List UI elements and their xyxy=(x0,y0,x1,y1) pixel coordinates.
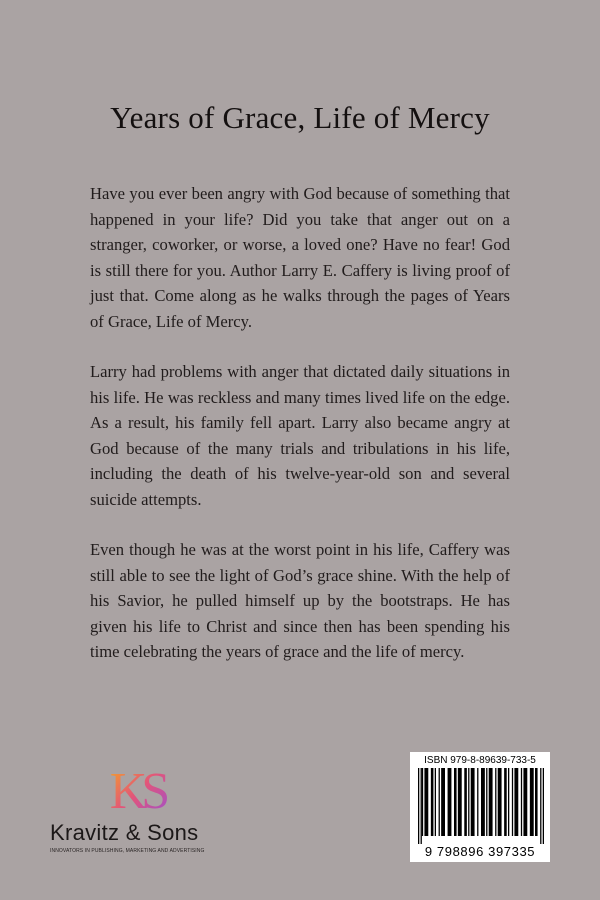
barcode-bar xyxy=(468,768,469,836)
barcode-bar xyxy=(535,768,538,836)
barcode-bar xyxy=(418,768,419,844)
blurb-paragraph: Have you ever been angry with God because of something that happened in your life? Did you take that anger out on a stranger, coworker, or worse, a loved one? Have no fear! God is still there for you. Author Larry E. Caffery is living proof of just that. Come along as he walks through the pages of Years of Grace, Life of Mercy. xyxy=(90,184,510,331)
svg-text:KS: KS xyxy=(109,763,165,820)
barcode-bar xyxy=(530,768,534,836)
barcode-bar xyxy=(481,768,485,836)
ks-logo-icon xyxy=(102,760,172,820)
isbn-label: ISBN 979-8-89639-733-5 xyxy=(424,755,536,766)
barcode-bar xyxy=(504,768,507,836)
book-title: Years of Grace, Life of Mercy xyxy=(110,100,490,135)
barcode-bar xyxy=(508,768,509,836)
blurb-paragraph: Larry had problems with anger that dictated daily situations in his life. He was reckless and many times lived life on the edge. As a result, his family fell apart. Larry also became angry at God because of the many trials and tribulations in his life, including the death of his twelve-year-old son and several suicide attempts. xyxy=(90,362,510,509)
book-blurb xyxy=(90,181,510,690)
publisher-tagline: INNOVATORS IN PUBLISHING, MARKETING AND ADVERTISING xyxy=(50,848,205,854)
publisher-logo xyxy=(50,760,250,860)
barcode-bar xyxy=(471,768,475,836)
barcode-bar xyxy=(458,768,462,836)
barcode-bar xyxy=(439,768,440,836)
barcode-bar xyxy=(523,768,527,836)
barcode-bar xyxy=(431,768,434,836)
barcode-digits: 9 798896 397335 xyxy=(424,844,536,859)
barcode-bar xyxy=(512,768,513,836)
publisher-name: Kravitz & Sons xyxy=(50,820,199,845)
barcode-bar xyxy=(422,768,423,836)
barcode-bar xyxy=(421,768,422,844)
barcode-bar xyxy=(424,768,428,836)
barcode-bar xyxy=(486,768,487,836)
barcode-bar xyxy=(543,768,544,844)
barcode-bar xyxy=(495,768,496,836)
barcode-bar xyxy=(514,768,518,836)
isbn-barcode xyxy=(410,752,550,862)
barcode-bar xyxy=(521,768,522,836)
barcode-bar xyxy=(464,768,467,836)
barcode-bar xyxy=(498,768,502,836)
barcode-bar xyxy=(435,768,436,836)
blurb-paragraph: Even though he was at the worst point in his life, Caffery was still able to see the light of God’s grace shine. With the help of his Savior, he pulled himself up by the bootstraps. He has given his life to Christ and since then has been spending his time celebrating the years of grace and the life of mercy. xyxy=(90,540,510,661)
barcode-bar xyxy=(489,768,493,836)
barcode-bars xyxy=(418,768,544,844)
barcode-bar xyxy=(448,768,452,836)
barcode-bar xyxy=(540,768,541,844)
barcode-bar xyxy=(454,768,457,836)
barcode-bar xyxy=(441,768,445,836)
barcode-bar xyxy=(477,768,478,836)
